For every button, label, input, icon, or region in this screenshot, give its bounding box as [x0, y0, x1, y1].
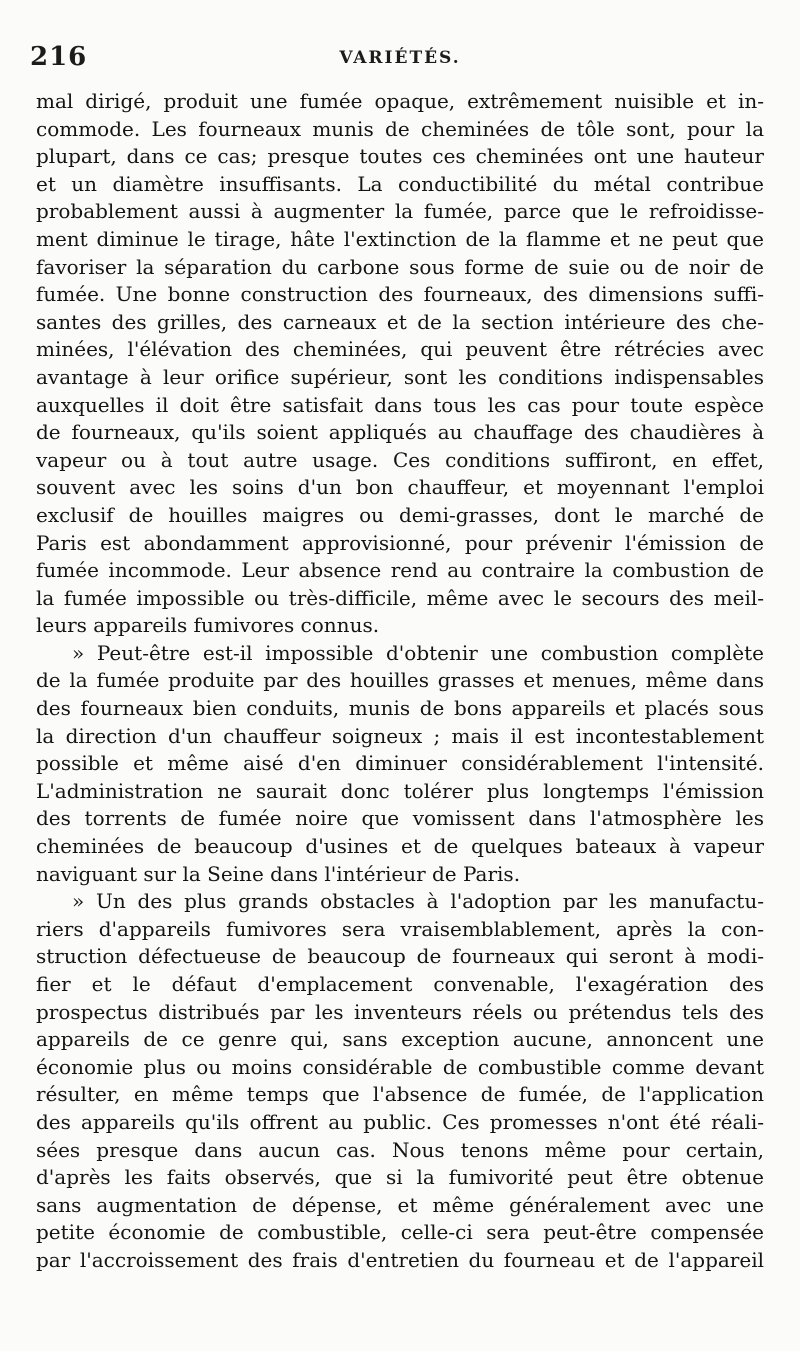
paragraph: [36, 640, 764, 888]
text-line: possible et même aisé d'en diminuer considérablement l'intensité.: [36, 751, 764, 776]
paragraph: [36, 88, 764, 640]
text-line: exclusif de houilles maigres ou demi-grasses, dont le marché de: [36, 502, 764, 527]
text-line: probablement aussi à augmenter la fumée, parce que le refroidisse-: [36, 199, 764, 224]
text-line: appareils de ce genre qui, sans exception aucune, annoncent une: [36, 1027, 764, 1052]
text-line: et un diamètre insuffisants. La conductibilité du métal contribue: [36, 171, 764, 196]
text-line: des fourneaux bien conduits, munis de bons appareils et placés sous: [36, 696, 764, 721]
text-line: petite économie de combustible, celle-ci sera peut-être compensée: [36, 1220, 764, 1245]
text-line: ment diminue le tirage, hâte l'extinction de la flamme et ne peut que: [36, 226, 764, 251]
text-line: prospectus distribués par les inventeurs réels ou prétendus tels des: [36, 999, 764, 1024]
text-line: la fumée impossible ou très-difficile, même avec le secours des meil-: [36, 585, 764, 610]
running-title: VARIÉTÉS.: [339, 48, 461, 68]
text-line: souvent avec les soins d'un bon chauffeur, et moyennant l'emploi: [36, 475, 764, 500]
text-line: » Peut-être est-il impossible d'obtenir une combustion complète: [72, 640, 764, 665]
text-line: sans augmentation de dépense, et même généralement avec une: [36, 1192, 764, 1217]
text-line: fumée. Une bonne construction des fourneaux, des dimensions suffi-: [36, 282, 764, 307]
text-line: la direction d'un chauffeur soigneux ; mais il est incontestablement: [36, 723, 764, 748]
body-text: [36, 88, 764, 1275]
page-header: [30, 42, 770, 78]
text-line: minées, l'élévation des cheminées, qui peuvent être rétrécies avec: [36, 337, 764, 362]
text-line: Paris est abondamment approvisionné, pour prévenir l'émission de: [36, 530, 764, 555]
text-line: favoriser la séparation du carbone sous forme de suie ou de noir de: [36, 254, 764, 279]
text-line: des appareils qu'ils offrent au public. Ces promesses n'ont été réali-: [36, 1109, 764, 1134]
text-line: fier et le défaut d'emplacement convenable, l'exagération des: [36, 972, 764, 996]
page-number: 216: [30, 42, 88, 72]
text-line: leurs appareils fumivores connus.: [36, 613, 380, 638]
text-line: commode. Les fourneaux munis de cheminées de tôle sont, pour la: [36, 116, 764, 141]
text-line: résulter, en même temps que l'absence de fumée, de l'application: [36, 1082, 764, 1107]
text-line: par l'accroissement des frais d'entretien du fourneau et de l'appareil: [36, 1247, 764, 1272]
text-line: » Un des plus grands obstacles à l'adoption par les manufactu-: [72, 889, 764, 914]
text-line: riers d'appareils fumivores sera vraisemblablement, après la con-: [36, 916, 764, 941]
text-line: cheminées de beaucoup d'usines et de quelques bateaux à vapeur: [36, 834, 764, 859]
text-line: plupart, dans ce cas; presque toutes ces cheminées ont une hauteur: [36, 144, 764, 169]
text-line: avantage à leur orifice supérieur, sont les conditions indispensables: [36, 364, 764, 389]
text-line: des torrents de fumée noire que vomissent dans l'atmosphère les: [36, 806, 764, 831]
text-line: mal dirigé, produit une fumée opaque, extrêmement nuisible et in-: [36, 89, 764, 113]
text-line: L'administration ne saurait donc tolérer plus longtemps l'émission: [36, 778, 764, 803]
text-line: naviguant sur la Seine dans l'intérieur de Paris.: [36, 861, 521, 886]
text-line: struction défectueuse de beaucoup de fourneaux qui seront à modi-: [36, 944, 764, 969]
text-line: vapeur ou à tout autre usage. Ces conditions suffiront, en effet,: [36, 447, 764, 472]
text-line: d'après les faits observés, que si la fumivorité peut être obtenue: [36, 1165, 764, 1190]
text-line: fumée incommode. Leur absence rend au contraire la combustion de: [36, 558, 764, 583]
text-line: santes des grilles, des carneaux et de la section intérieure des che-: [36, 309, 764, 334]
paragraph: [36, 888, 764, 1274]
text-line: économie plus ou moins considérable de combustible comme devant: [36, 1054, 764, 1079]
text-line: de la fumée produite par des houilles grasses et menues, même dans: [36, 668, 764, 693]
text-line: sées presque dans aucun cas. Nous tenons même pour certain,: [36, 1137, 764, 1162]
text-line: de fourneaux, qu'ils soient appliqués au chauffage des chaudières à: [36, 420, 764, 445]
text-line: auxquelles il doit être satisfait dans tous les cas pour toute espèce: [36, 392, 764, 417]
